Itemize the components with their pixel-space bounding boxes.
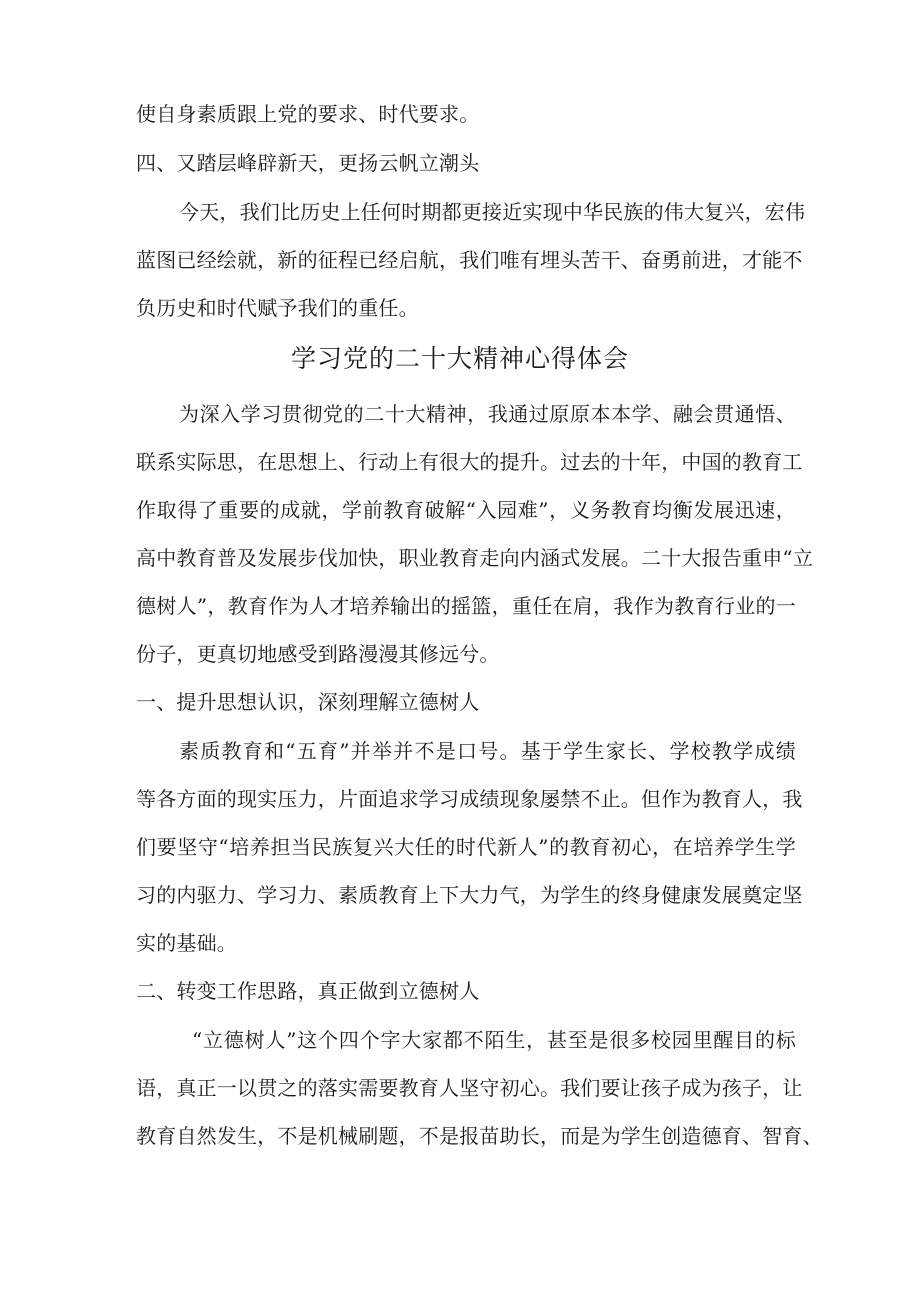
paragraph-line: 语，真正一以贯之的落实需要教育人坚守初心。我们要让孩子成为孩子，让	[136, 1076, 803, 1100]
paragraph-line: 教育自然发生，不是机械刷题，不是报苗助长，而是为学生创造德育、智育、	[136, 1124, 823, 1148]
section-heading: 一、提升思想认识，深刻理解立德树人	[136, 690, 480, 714]
paragraph-line: 负历史和时代赋予我们的重任。	[136, 296, 419, 320]
paragraph-line: 蓝图已经绘就，新的征程已经启航，我们唯有埋头苦干、奋勇前进，才能不	[136, 248, 803, 272]
section-heading: 二、转变工作思路，真正做到立德树人	[136, 979, 480, 1003]
paragraph-line: 习的内驱力、学习力、素质教育上下大力气，为学生的终身健康发展奠定坚	[136, 883, 803, 907]
paragraph-line: 使自身素质跟上党的要求、时代要求。	[136, 102, 480, 126]
paragraph-line: 等各方面的现实压力，片面追求学习成绩现象屡禁不止。但作为教育人，我	[136, 787, 803, 811]
paragraph-line: 素质教育和“五育”并举并不是口号。基于学生家长、学校教学成绩	[179, 739, 796, 763]
paragraph-line: 作取得了重要的成就，学前教育破解“入园难”，义务教育均衡发展迅速，	[136, 498, 796, 522]
paragraph-line: 今天，我们比历史上任何时期都更接近实现中华民族的伟大复兴，宏伟	[179, 200, 806, 224]
paragraph-line: 高中教育普及发展步伐加快，职业教育走向内涵式发展。二十大报告重申“立	[136, 546, 814, 570]
section-heading: 四、又踏层峰辟新天，更扬云帆立潮头	[136, 151, 480, 175]
paragraph-line: 联系实际思，在思想上、行动上有很大的提升。过去的十年，中国的教育工	[136, 450, 803, 474]
paragraph-line: 为深入学习贯彻党的二十大精神，我通过原原本本学、融会贯通悟、	[179, 402, 796, 426]
document-title: 学习党的二十大精神心得体会	[290, 344, 629, 373]
paragraph-line: 德树人”，教育作为人才培养输出的摇篮，重任在肩，我作为教育行业的一	[136, 594, 796, 618]
paragraph-line: 们要坚守“培养担当民族复兴大任的时代新人”的教育初心，在培养学生学	[136, 835, 796, 859]
paragraph-line: “立德树人”这个四个字大家都不陌生，甚至是很多校园里醒目的标	[192, 1028, 796, 1052]
paragraph-line: 实的基础。	[136, 931, 237, 955]
paragraph-line: 份子，更真切地感受到路漫漫其修远兮。	[136, 642, 500, 666]
